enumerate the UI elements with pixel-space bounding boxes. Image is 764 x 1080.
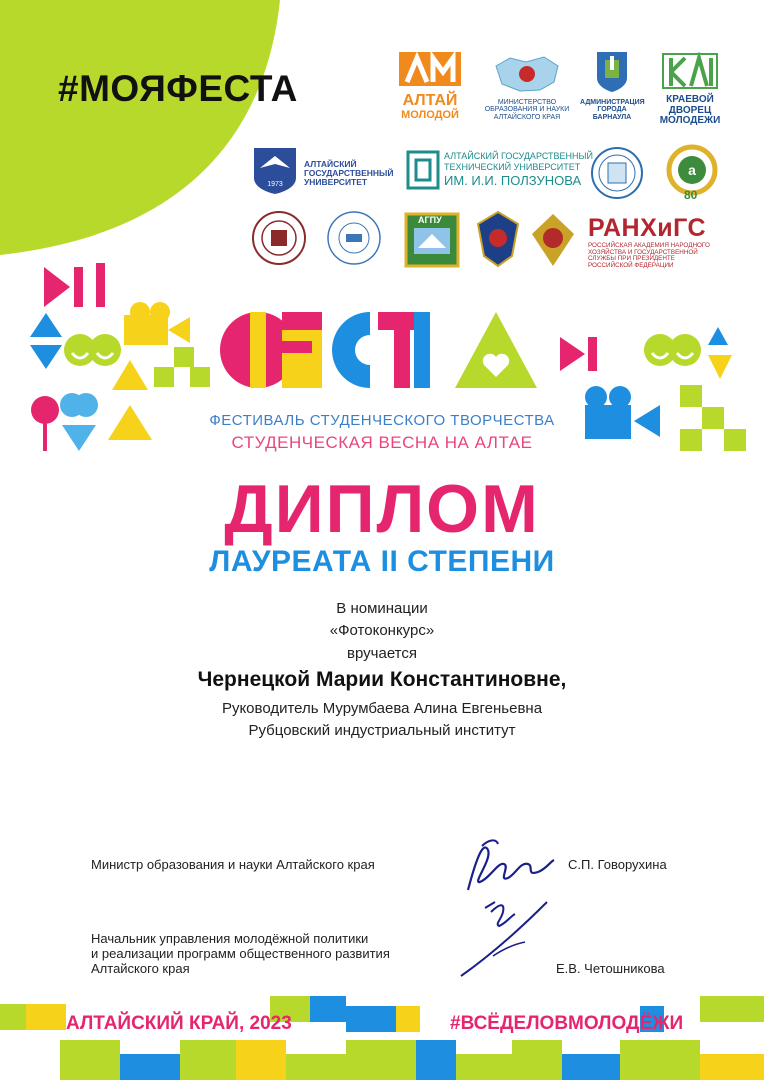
ranepa-title: РАНХиГС — [588, 214, 707, 242]
logo-astu-line3: ИМ. И.И. ПОЛЗУНОВА — [444, 173, 582, 188]
palace-icon — [661, 52, 719, 90]
altai-map-icon — [492, 54, 562, 94]
logo-youth-palace — [652, 52, 728, 128]
festival-subtitle: ФЕСТИВАЛЬ СТУДЕНЧЕСКОГО ТВОРЧЕСТВА — [209, 412, 555, 429]
logo-asu-label: АЛТАЙСКИЙ ГОСУДАРСТВЕННЫЙ УНИВЕРСИТЕТ — [304, 159, 394, 187]
nomination-label: В номинации — [336, 600, 428, 617]
barnaul-coat-icon — [595, 50, 629, 94]
logo-seal-round — [586, 146, 648, 200]
asu-year: 1973 — [267, 181, 283, 188]
logo-barnaul-label: АДМИНИСТРАЦИЯ ГОРОДА БАРНАУЛА — [580, 99, 645, 121]
minister-title: Министр образования и науки Алтайского края — [91, 857, 375, 872]
head-name: Е.В. Четошникова — [556, 961, 665, 976]
minister-name: С.П. Говорухина — [568, 857, 667, 872]
asu-emblem-icon — [252, 146, 298, 196]
logo-astu-line1: АЛТАЙСКИЙ ГОСУДАРСТВЕННЫЙ — [444, 151, 593, 161]
head-signature — [455, 894, 555, 980]
logo-ministry — [482, 54, 572, 128]
logo-altai-bottom: МОЛОДОЙ — [401, 108, 459, 121]
logo-altai-top: АЛТАЙ — [402, 92, 458, 109]
diploma-degree: ЛАУРЕАТА II СТЕПЕНИ — [209, 545, 555, 578]
hashtag-title: #МОЯФЕСТА — [58, 68, 298, 109]
footer-hashtag: #ВСЁДЕЛОВМОЛОДЁЖИ — [450, 1013, 684, 1034]
logo-altai-molodoi — [397, 50, 463, 126]
logo-astu-line2: ТЕХНИЧЕСКИЙ УНИВЕРСИТЕТ — [444, 162, 581, 172]
logo-palace-label: КРАЕВОЙ ДВОРЕЦ МОЛОДЕЖИ — [659, 94, 721, 126]
head-title-3: Алтайского края — [91, 961, 190, 976]
logo-agau — [664, 144, 720, 204]
ranepa-subtitle: РОССИЙСКАЯ АКАДЕМИЯ НАРОДНОГО ХОЗЯЙСТВА И ГОСУДАРСТВЕННОЙ СЛУЖБЫ ПРИ ПРЕЗИДЕНТЕ РОССИЙСКОЙ ФЕДЕРАЦИИ — [588, 242, 710, 269]
play-triangle-icon — [44, 267, 70, 307]
footer-pattern — [0, 996, 764, 1080]
festival-title: СТУДЕНЧЕСКАЯ ВЕСНА НА АЛТАЕ — [231, 433, 533, 452]
svg-text:а: а — [688, 162, 696, 178]
recipient-name: Чернецкой Марии Константиновне, — [197, 668, 567, 691]
diploma-title: ДИПЛОМ — [224, 471, 540, 547]
logo-asu — [252, 146, 398, 196]
logo-astu — [406, 150, 593, 194]
nomination-name: «Фотоконкурс» — [329, 622, 435, 639]
minister-signature — [458, 832, 558, 898]
supervisor-line: Руководитель Мурумбаева Алина Евгеньевна — [221, 700, 543, 717]
head-title-2: и реализации программ общественного развития — [91, 946, 390, 961]
logo-agau-80: 80 — [684, 188, 698, 202]
awarded-label: вручается — [347, 645, 417, 662]
institution-line: Рубцовский индустриальный институт — [248, 722, 516, 739]
footer-region-year: АЛТАЙСКИЙ КРАЙ, 2023 — [66, 1013, 292, 1034]
logo-agpu-label: АГПУ — [418, 215, 442, 225]
head-title-1: Начальник управления молодёжной политики — [91, 931, 369, 946]
astu-emblem-icon — [406, 150, 440, 190]
logo-barnaul — [580, 50, 644, 130]
logo-ministry-label: МИНИСТЕРСТВО ОБРАЗОВАНИЯ И НАУКИ АЛТАЙСКОГО КРАЯ — [484, 99, 570, 121]
